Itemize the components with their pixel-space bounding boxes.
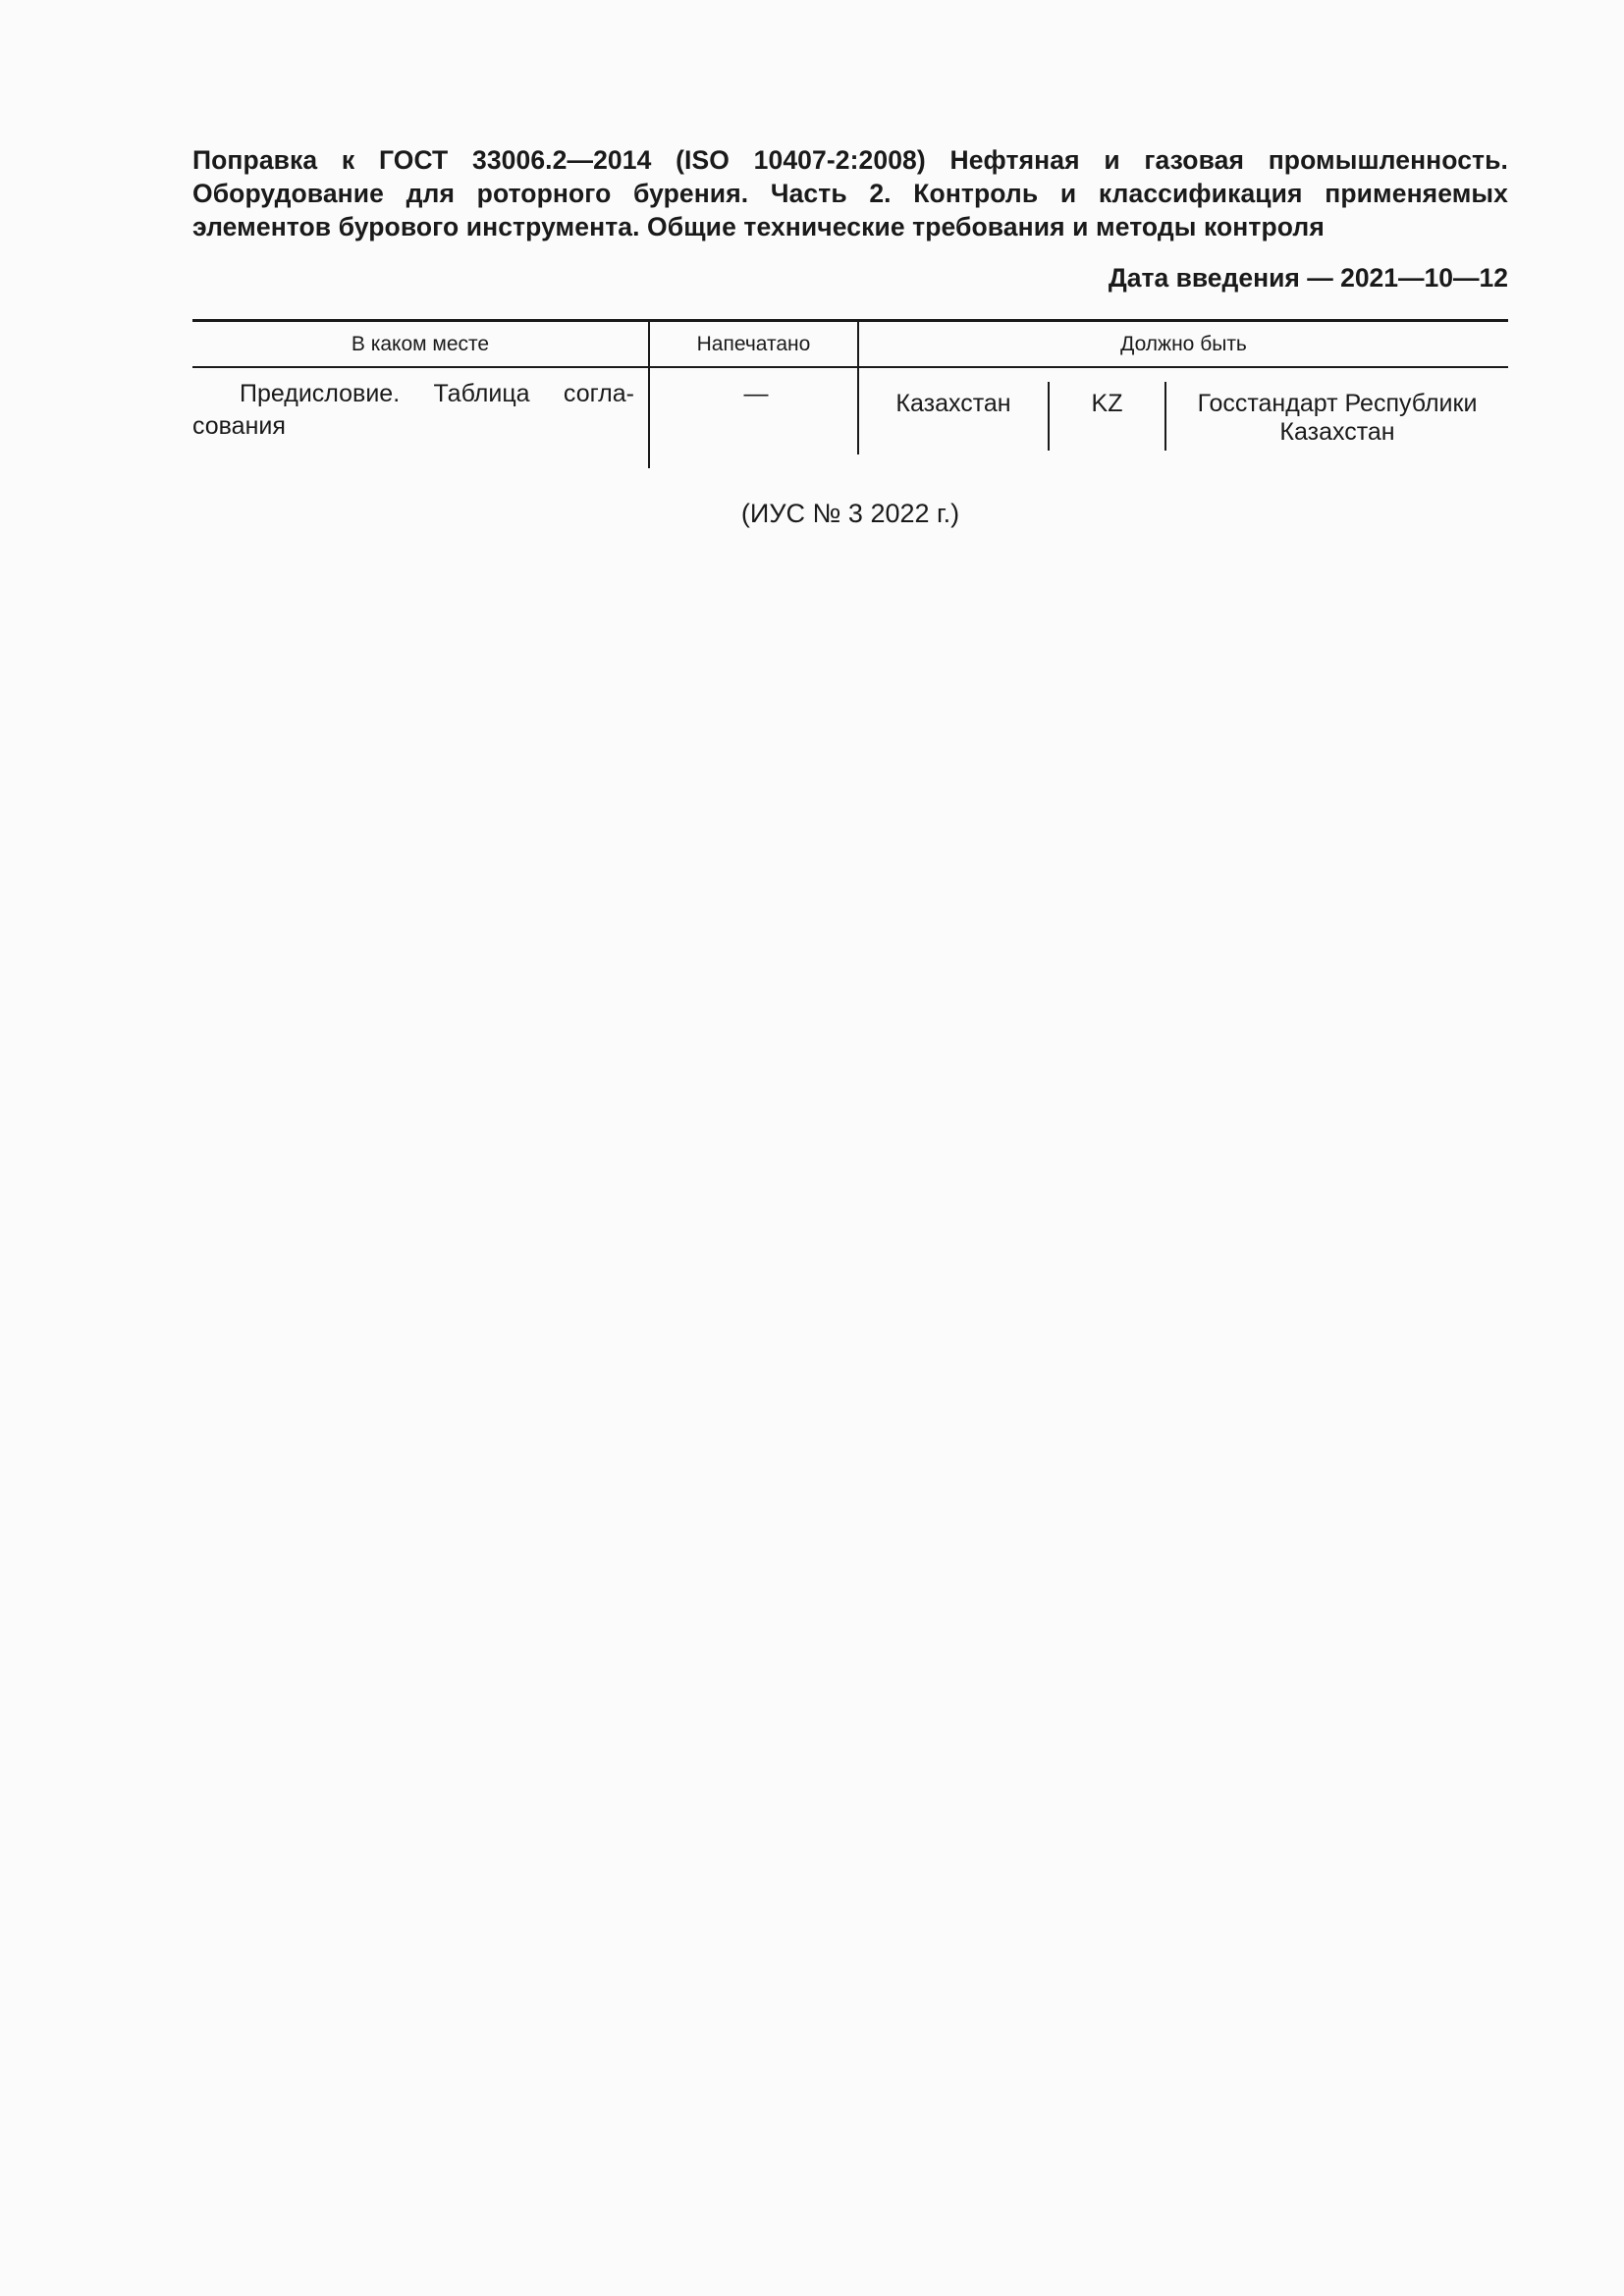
header-should-be: Должно быть [1120,333,1247,355]
source-note: (ИУС № 3 2022 г.) [740,499,960,528]
amendment-page [192,0,1508,2296]
cell-agency-line2: Казахстан [1279,418,1395,446]
table-top-rule [192,319,1508,322]
introduction-date: Дата введения — 2021—10—12 [1108,263,1508,293]
cell-agency [1166,390,1508,447]
header-printed: Напечатано [696,333,811,355]
header-where: В каком месте [351,333,490,355]
table-header-rule [192,366,1508,368]
cell-agency-line1: Госстандарт Республики [1197,390,1478,417]
amendment-title: Поправка к ГОСТ 33006.2—2014 (ISO 10407-2:2008) Нефтяная и газовая промышленность. Оборудование для роторного бурения. Часть 2. Контроль и классификация применяемых элементов бурового инструмента. Общие технические требования и методы контроля [192,145,1508,241]
cell-where: Предисловие. Таблица согла-сования [192,380,634,440]
cell-printed: — [743,380,769,407]
cell-country: Казахстан [895,390,1011,417]
amendment-table [192,319,1508,468]
cell-country-code: KZ [1091,390,1123,417]
